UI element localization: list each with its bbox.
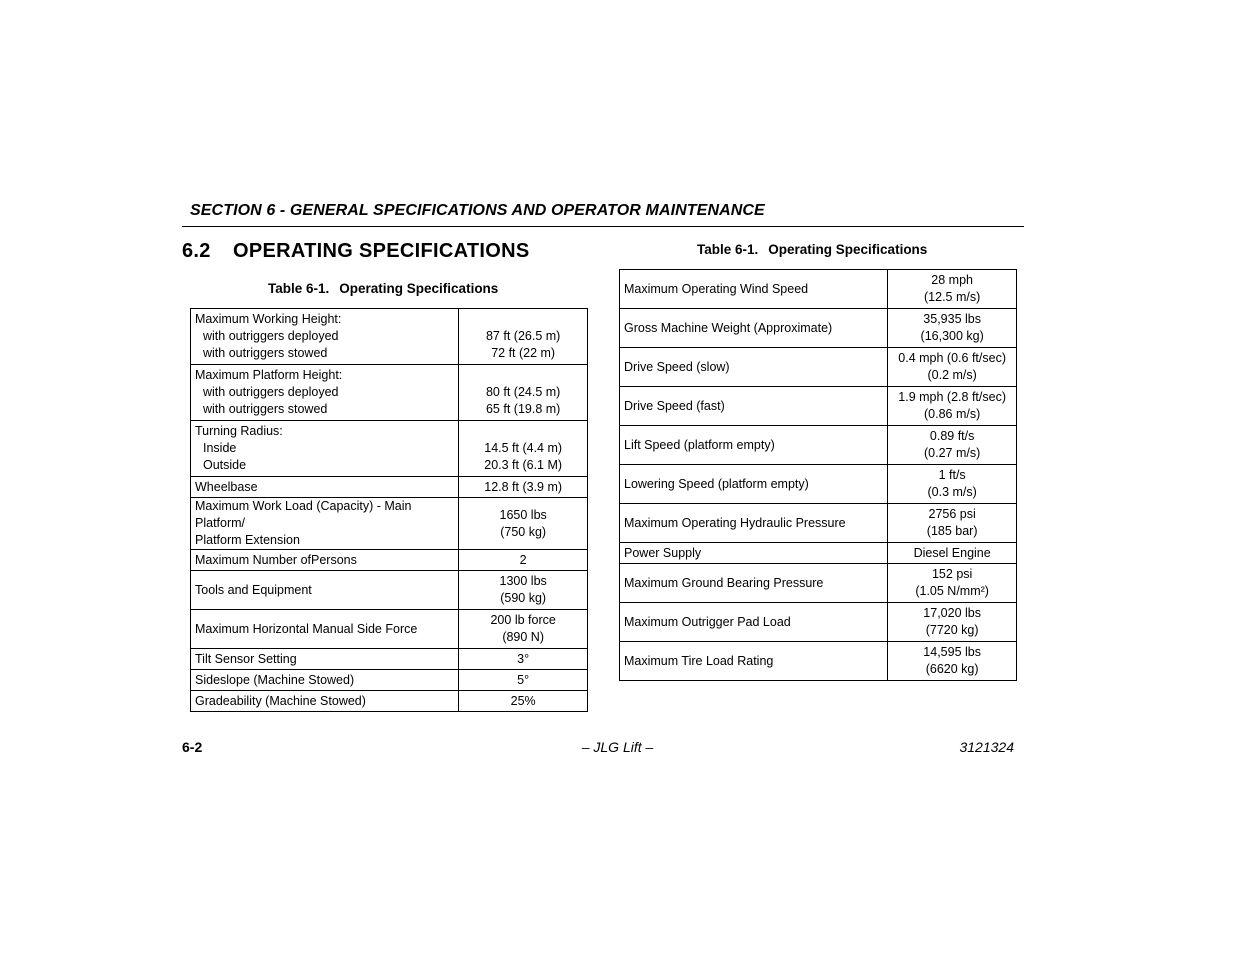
spec-value-line: (1.05 N/mm²) — [915, 584, 989, 598]
spec-value-line: 1300 lbs — [499, 574, 547, 588]
spec-row — [620, 603, 1017, 642]
spec-label-cell — [191, 610, 459, 649]
footer-document-number: 3121324 — [959, 739, 1014, 755]
spec-row — [191, 550, 588, 571]
spec-row — [620, 564, 1017, 603]
spec-value-line: 20.3 ft (6.1 M) — [484, 458, 563, 472]
spec-value-line: 1 ft/s — [938, 468, 966, 482]
spec-value-cell — [459, 649, 588, 670]
spec-label-cell — [191, 571, 459, 610]
page-title — [182, 240, 529, 263]
spec-value-line: 0.4 mph (0.6 ft/sec) — [898, 351, 1006, 365]
section-title: OPERATING SPECIFICATIONS — [233, 240, 530, 262]
spec-row — [620, 426, 1017, 465]
spec-value-cell — [459, 670, 588, 691]
spec-label-line: Platform Extension — [195, 533, 300, 547]
spec-value-cell — [888, 603, 1017, 642]
spec-value-line: 14,595 lbs — [923, 645, 981, 659]
spec-value-line: 1650 lbs — [499, 507, 547, 522]
header-rule — [182, 226, 1024, 227]
spec-label-cell — [620, 465, 888, 504]
spec-label-cell — [620, 642, 888, 681]
spec-label-line: Wheelbase — [195, 479, 258, 494]
spec-row — [620, 270, 1017, 309]
left-table-caption — [268, 281, 498, 296]
spec-value-cell — [888, 465, 1017, 504]
section-header: SECTION 6 - GENERAL SPECIFICATIONS AND OPERATOR MAINTENANCE — [190, 202, 765, 219]
spec-label-line: Tilt Sensor Setting — [195, 651, 297, 666]
spec-value-line: 14.5 ft (4.4 m) — [484, 441, 563, 455]
spec-value-line — [463, 311, 583, 328]
spec-label-cell — [620, 543, 888, 564]
spec-value-cell — [459, 421, 588, 477]
spec-value-line: 25% — [510, 693, 536, 708]
spec-value-line: (0.86 m/s) — [924, 407, 981, 421]
right-table-caption-label: Table 6-1. — [697, 242, 759, 257]
left-table-caption-text: Operating Specifications — [339, 281, 499, 296]
spec-value-line: (6620 kg) — [925, 662, 979, 676]
spec-label-line: with outriggers deployed — [203, 329, 339, 343]
spec-value-line: 65 ft (19.8 m) — [485, 402, 561, 416]
spec-label-line: Outside — [203, 458, 247, 472]
spec-label-cell — [620, 504, 888, 543]
spec-row — [620, 504, 1017, 543]
spec-value-line: 80 ft (24.5 m) — [485, 385, 561, 399]
spec-value-cell — [459, 691, 588, 712]
spec-value-line: 200 lb force — [490, 613, 556, 627]
spec-label-line: Power Supply — [624, 545, 702, 560]
spec-label-line: Tools and Equipment — [195, 582, 312, 597]
spec-label-cell — [620, 270, 888, 309]
left-spec-table — [190, 308, 588, 712]
right-table-caption-text: Operating Specifications — [768, 242, 928, 257]
spec-label-cell — [620, 564, 888, 603]
spec-label-cell — [191, 691, 459, 712]
section-number: 6.2 — [182, 240, 211, 262]
left-table-caption-label: Table 6-1. — [268, 281, 330, 296]
spec-value-line: (750 kg) — [500, 524, 547, 539]
spec-value-cell — [459, 610, 588, 649]
spec-label-line: Maximum Horizontal Manual Side Force — [195, 621, 418, 636]
spec-row — [191, 670, 588, 691]
spec-label-cell — [191, 365, 459, 421]
spec-label-line: with outriggers deployed — [203, 385, 339, 399]
spec-label-line: Turning Radius: — [195, 424, 283, 438]
spec-label-cell — [620, 348, 888, 387]
spec-value-line: Diesel Engine — [913, 545, 991, 560]
spec-label-line: Maximum Operating Wind Speed — [624, 281, 809, 296]
spec-row — [191, 421, 588, 477]
spec-value-cell — [888, 270, 1017, 309]
spec-row — [191, 610, 588, 649]
spec-label-line: Drive Speed (slow) — [624, 359, 730, 374]
spec-value-line: 72 ft (22 m) — [491, 346, 556, 360]
spec-label-cell — [191, 649, 459, 670]
right-spec-table — [619, 269, 1017, 681]
spec-row — [620, 543, 1017, 564]
spec-value-line: 12.8 ft (3.9 m) — [484, 479, 563, 494]
spec-value-cell — [459, 365, 588, 421]
spec-label-line: with outriggers stowed — [203, 402, 328, 416]
spec-label-cell — [191, 477, 459, 498]
spec-value-cell — [459, 498, 588, 550]
spec-value-line: 3° — [517, 651, 530, 666]
spec-value-line: 0.89 ft/s — [929, 429, 975, 443]
spec-value-line: (16,300 kg) — [920, 329, 984, 343]
spec-value-cell — [459, 571, 588, 610]
spec-value-cell — [888, 642, 1017, 681]
spec-value-cell — [888, 309, 1017, 348]
spec-row — [620, 642, 1017, 681]
spec-label-cell — [191, 550, 459, 571]
spec-value-line: 5° — [517, 672, 530, 687]
spec-label-line: Maximum Tire Load Rating — [624, 653, 774, 668]
spec-label-line: Gross Machine Weight (Approximate) — [624, 320, 833, 335]
spec-label-cell — [191, 421, 459, 477]
spec-value-cell — [888, 348, 1017, 387]
spec-value-line: 2 — [519, 552, 527, 567]
spec-label-line: Maximum Ground Bearing Pressure — [624, 575, 824, 590]
spec-value-line: 28 mph — [931, 273, 973, 287]
spec-row — [620, 309, 1017, 348]
right-spec-table-body — [620, 270, 1017, 681]
spec-row — [191, 571, 588, 610]
spec-row — [620, 348, 1017, 387]
spec-label-line: Inside — [203, 441, 237, 455]
spec-label-cell — [191, 498, 459, 550]
spec-label-line: Sideslope (Machine Stowed) — [195, 672, 355, 687]
spec-label-line: Maximum Platform Height: — [195, 368, 343, 382]
spec-value-line: (890 N) — [502, 630, 544, 644]
spec-value-line: (590 kg) — [500, 591, 547, 605]
spec-value-line: 152 psi — [931, 567, 973, 581]
spec-value-line: 17,020 lbs — [923, 606, 981, 620]
spec-label-line: Drive Speed (fast) — [624, 398, 725, 413]
left-spec-table-body — [191, 309, 588, 712]
spec-row — [191, 691, 588, 712]
spec-value-cell — [888, 564, 1017, 603]
spec-label-line: Lift Speed (platform empty) — [624, 437, 775, 452]
spec-label-line: Maximum Operating Hydraulic Pressure — [624, 515, 846, 530]
spec-row — [620, 465, 1017, 504]
spec-value-line: 87 ft (26.5 m) — [485, 329, 561, 343]
spec-label-cell — [620, 603, 888, 642]
spec-value-line: 35,935 lbs — [923, 312, 981, 326]
footer-page-number: 6-2 — [182, 739, 203, 755]
spec-value-line: (7720 kg) — [925, 623, 979, 637]
spec-value-cell — [459, 550, 588, 571]
spec-value-cell — [888, 504, 1017, 543]
spec-value-line: 1.9 mph (2.8 ft/sec) — [898, 390, 1006, 404]
spec-label-line: Maximum Number ofPersons — [195, 552, 357, 567]
spec-value-line: (0.3 m/s) — [927, 485, 977, 499]
spec-row — [191, 477, 588, 498]
footer-center-title: – JLG Lift – — [581, 739, 654, 755]
spec-value-line: (185 bar) — [926, 524, 978, 538]
spec-value-cell — [888, 387, 1017, 426]
spec-label-line: Gradeability (Machine Stowed) — [195, 693, 366, 708]
spec-value-cell — [888, 543, 1017, 564]
spec-label-cell — [620, 387, 888, 426]
spec-label-line: Maximum Outrigger Pad Load — [624, 614, 791, 629]
spec-label-cell — [620, 426, 888, 465]
spec-value-cell — [459, 477, 588, 498]
spec-row — [191, 309, 588, 365]
spec-label-line: with outriggers stowed — [203, 346, 328, 360]
right-table-caption — [697, 242, 927, 257]
spec-value-line — [463, 367, 583, 384]
spec-label-line: Maximum Work Load (Capacity) - Main Platform/ — [195, 499, 412, 530]
spec-row — [620, 387, 1017, 426]
spec-row — [191, 649, 588, 670]
spec-row — [191, 365, 588, 421]
spec-value-line: (0.2 m/s) — [927, 368, 977, 382]
spec-label-cell — [191, 670, 459, 691]
spec-label-line: Maximum Working Height: — [195, 312, 342, 326]
spec-value-line: 2756 psi — [928, 507, 976, 521]
spec-label-line: Lowering Speed (platform empty) — [624, 476, 809, 491]
spec-value-line: (0.27 m/s) — [924, 446, 981, 460]
spec-value-cell — [459, 309, 588, 365]
spec-value-line: (12.5 m/s) — [924, 290, 981, 304]
spec-value-cell — [888, 426, 1017, 465]
spec-label-cell — [191, 309, 459, 365]
spec-value-line — [463, 423, 583, 440]
spec-row — [191, 498, 588, 550]
spec-label-cell — [620, 309, 888, 348]
